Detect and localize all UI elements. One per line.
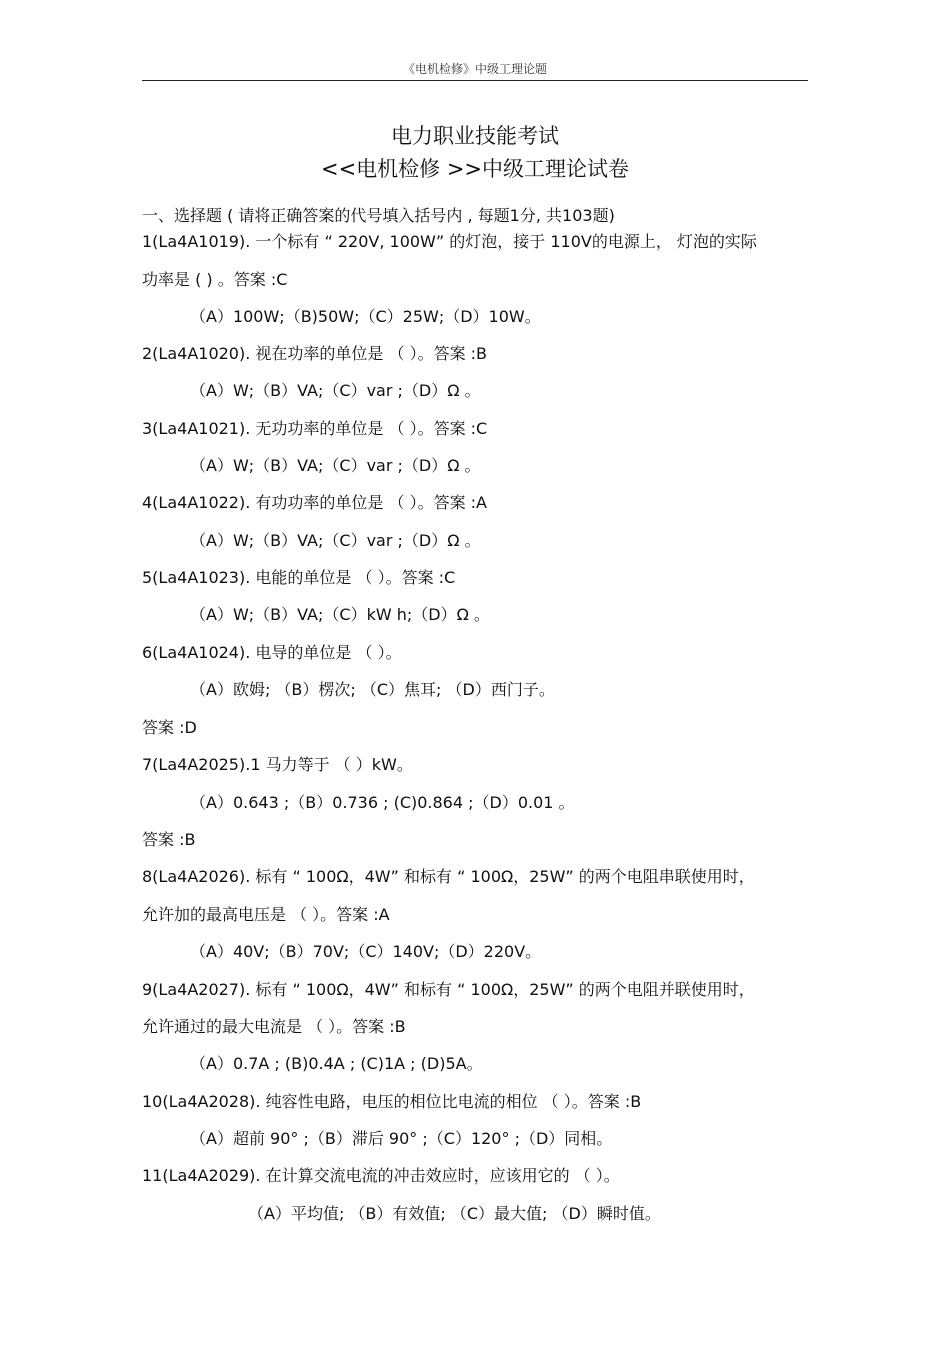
options-line: （A）100W;（B)50W;（C）25W;（D）10W。 <box>190 307 541 326</box>
question-line: 4(La4A1022). 有功功率的单位是 （ ）。答案 :A <box>142 493 487 512</box>
document-title: 电力职业技能考试 <box>391 124 559 148</box>
options-line: （A）0.643 ;（B）0.736 ; (C)0.864 ;（D）0.01 。 <box>190 793 575 812</box>
question-line: 允许通过的最大电流是 （ ）。答案 :B <box>142 1017 406 1036</box>
question-line: 允许加的最高电压是 （ ）。答案 :A <box>142 905 390 924</box>
question-line: 2(La4A1020). 视在功率的单位是 （ ）。答案 :B <box>142 344 488 363</box>
options-line: （A）W;（B）VA;（C）var ;（D）Ω 。 <box>190 456 481 475</box>
question-line: 1(La4A1019). 一个标有 “ 220V, 100W” 的灯泡，接于 110V的电源上， 灯泡的实际 <box>142 232 757 251</box>
options-line: （A）平均值; （B）有效值; （C）最大值; （D）瞬时值。 <box>248 1204 661 1223</box>
options-line: （A）40V;（B）70V;（C）140V;（D）220V。 <box>190 942 542 961</box>
header-divider <box>142 80 808 81</box>
section-heading: 一、选择题 ( 请将正确答案的代号填入括号内 , 每题1分, 共103题) <box>142 206 615 225</box>
question-line: 功率是 ( ) 。答案 :C <box>142 270 288 289</box>
answer-line: 答案 :D <box>142 718 197 737</box>
options-line: （A）W;（B）VA;（C）kW h;（D）Ω 。 <box>190 605 490 624</box>
options-line: （A）欧姆; （B）楞次; （C）焦耳; （D）西门子。 <box>190 680 555 699</box>
options-line: （A）W;（B）VA;（C）var ;（D）Ω 。 <box>190 381 481 400</box>
question-line: 10(La4A2028). 纯容性电路，电压的相位比电流的相位 （ ）。答案 :B <box>142 1092 642 1111</box>
question-line: 6(La4A1024). 电导的单位是 （ ）。 <box>142 643 402 662</box>
running-header: 《电机检修》中级工理论题 <box>402 62 547 76</box>
options-line: （A）W;（B）VA;（C）var ;（D）Ω 。 <box>190 531 481 550</box>
question-line: 11(La4A2029). 在计算交流电流的冲击效应时，应该用它的 （ ）。 <box>142 1166 620 1185</box>
document-subtitle: <<电机检修 >>中级工理论试卷 <box>320 157 630 181</box>
question-line: 8(La4A2026). 标有 “ 100Ω，4W” 和标有 “ 100Ω，25W” 的两个电阻串联使用时， <box>142 867 755 886</box>
question-line: 7(La4A2025).1 马力等于 （ ）kW。 <box>142 755 413 774</box>
question-line: 9(La4A2027). 标有 “ 100Ω，4W” 和标有 “ 100Ω，25W” 的两个电阻并联使用时， <box>142 980 755 999</box>
options-line: （A）0.7A ; (B)0.4A ; (C)1A ; (D)5A。 <box>190 1054 483 1073</box>
question-line: 5(La4A1023). 电能的单位是 （ ）。答案 :C <box>142 568 456 587</box>
question-line: 3(La4A1021). 无功功率的单位是 （ ）。答案 :C <box>142 419 488 438</box>
options-line: （A）超前 90° ;（B）滞后 90° ;（C）120° ;（D）同相。 <box>190 1129 613 1148</box>
answer-line: 答案 :B <box>142 830 196 849</box>
